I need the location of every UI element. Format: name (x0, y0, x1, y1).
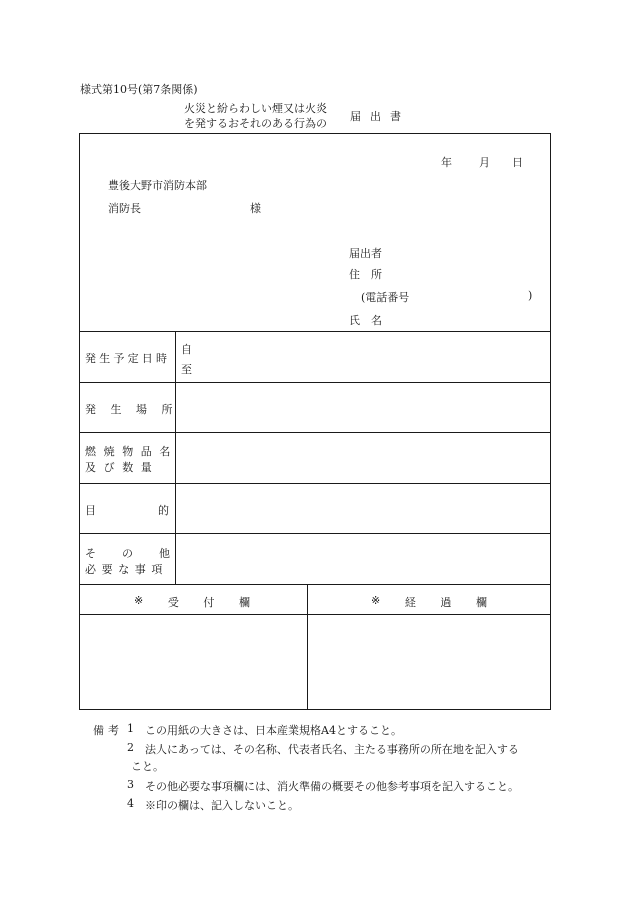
notifier-label: 届出者 (349, 247, 382, 260)
mark-icon: ※ (134, 594, 144, 607)
note-text: この用紙の大きさは、日本産業規格A4とすること。 (145, 724, 402, 737)
date-day-label: 日 (512, 156, 523, 169)
phone-close: ) (528, 289, 533, 302)
other-label (85, 545, 170, 561)
date-month-label: 月 (479, 156, 490, 169)
other-char: そ (85, 547, 96, 560)
note-text-continuation: こと。 (131, 760, 164, 773)
scheduled-datetime-label: 発生予定日時 (85, 352, 171, 365)
address-label: 住 所 (349, 268, 382, 281)
row-divider (79, 533, 551, 534)
row-divider (79, 331, 551, 332)
note-number: 3 (127, 778, 134, 791)
reception-column-header: ※ 受 付 欄 (134, 594, 250, 609)
to-label: 至 (181, 363, 192, 376)
occurrence-place-label: 発生場所 (85, 403, 187, 416)
form-table (79, 133, 551, 710)
note-text: ※印の欄は、記入しないこと。 (145, 799, 299, 812)
progress-column-header: ※ 経 過 欄 (371, 594, 487, 609)
from-label: 自 (181, 343, 192, 356)
row-divider (79, 382, 551, 383)
note-text: その他必要な事項欄には、消火準備の概要その他参考事項を記入すること。 (145, 780, 519, 793)
purpose-label-right: 的 (158, 504, 169, 517)
date-year-label: 年 (441, 156, 452, 169)
purpose-label-left: 目 (85, 504, 96, 517)
row-divider (79, 483, 551, 484)
recipient-title: 消防長 (108, 202, 141, 215)
honorific: 様 (250, 202, 261, 215)
quantity-label: 及び数量 (85, 461, 160, 474)
notes-heading: 備考 (93, 724, 123, 737)
bottom-column-divider (307, 584, 308, 710)
name-label: 氏 名 (349, 314, 382, 327)
form-title-line1: 火災と紛らわしい煙又は火炎 (184, 102, 327, 115)
note-text: 法人にあっては、その名称、代表者氏名、主たる事務所の所在地を記入する (145, 743, 519, 756)
note-number: 1 (127, 722, 134, 735)
recipient-org: 豊後大野市消防本部 (108, 179, 207, 192)
note-number: 2 (127, 741, 134, 754)
form-title-line2: を発するおそれのある行為の (184, 117, 327, 130)
other-char: 他 (159, 547, 170, 560)
mark-icon: ※ (371, 594, 381, 607)
row-divider (79, 432, 551, 433)
necessary-matters-label: 必要な事項 (85, 563, 168, 576)
other-char: の (122, 547, 133, 560)
note-number: 4 (127, 797, 134, 810)
form-title-main: 届出書 (350, 110, 410, 123)
phone-label: (電話番号 (361, 291, 410, 304)
row-divider (79, 584, 551, 585)
row-divider (79, 614, 551, 615)
form-number: 様式第10号(第7条関係) (80, 83, 198, 96)
burning-materials-label: 燃焼物品名 (85, 445, 178, 458)
